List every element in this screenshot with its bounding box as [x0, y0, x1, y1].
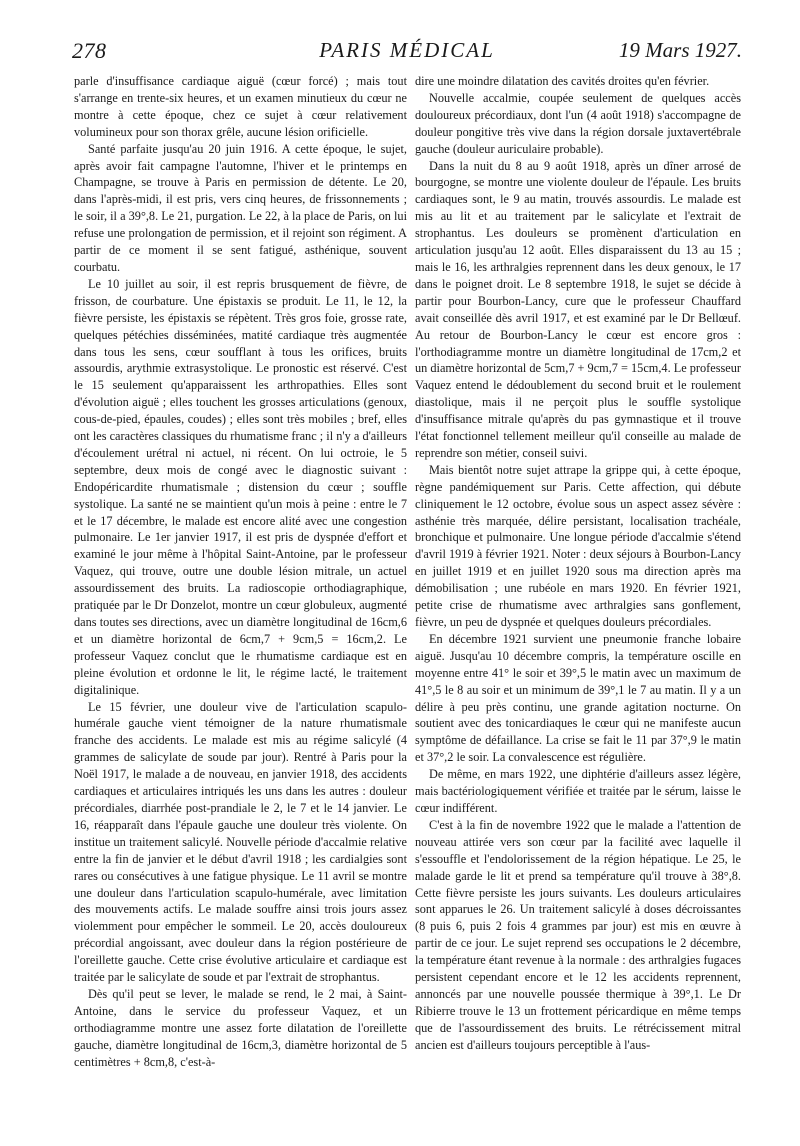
paragraph: Le 15 février, une douleur vive de l'articulation scapulo-humérale gauche vient témoigner de la nature rhumatismale franche des accidents. Le malade est mis au régime salicylé (4 grammes de salicylate de soude par jour). Rentré à Paris pour la Noël 1917, le malade a de nouveau, en janvier 1918, des accidents cardiaques et articulaires intriqués les uns dans les autres : douleur précordiales, diarrhée post-prandiale le 2, le 7 et le 14 janvier. Le 16, réapparaît dans l'épaule gauche une douleur très violente. On institue un traitement salicylé. Nouvelle période d'accalmie relative entre la fin de janvier et le début d'avril 1918 ; les cardialgies sont rares ou consécutives à une fatigue physique. Le 11 avril se montre une douleur dans l'articulation scapulo-humérale, avec limitation des mouvements actifs. Le malade souffre ainsi trois jours assez violemment pour empêcher le sommeil. Le 20, accès douloureux précordial angoissant, avec douleur dans la région postérieure de l'oreillette gauche. Cette crise évolutive articulaire et cardiaque est traitée par le salicylate de soude et par l'extrait de strophantus. — [74, 699, 407, 985]
paragraph: Le 10 juillet au soir, il est repris brusquement de fièvre, de frisson, de courbature. Une épistaxis se produit. Le 11, le 12, la fièvre persiste, les épistaxis se répètent. Très gros foie, grosse rate, quelques pétéchies disséminées, matité cardiaque très augmentée dans tous les sens, cœur soufflant à tous les orifices, bruits assourdis, arythmie extrasystolique. Le pronostic est réservé. C'est le 15 seulement qu'apparaissent les arthropathies. Elles sont d'évolution aiguë ; elles touchent les grosses articulations (genoux, cous-de-pied, épaules, coudes) ; elles sont très mobiles ; bref, elles ont les caractères classiques du rhumatisme franc ; il n'y a d'ailleurs d'écoulement urétral ni actuel, ni récent. On lui octroie, le 5 septembre, deux mois de congé avec le diagnostic suivant : Endopéricardite rhumatismale ; distension du cœur ; souffle systolique. La santé ne se maintient qu'un mois à peine : entre le 7 et le 17 décembre, le malade est encore alité avec une congestion pulmonaire. Le 1er janvier 1917, il est pris de dyspnée d'effort et examiné le jour même à l'hôpital Saint-Antoine, par le professeur Vaquez, qui trouve, outre une double lésion mitrale, un actuel assourdissement des bruits. La radioscopie orthodiagraphique, pratiquée par le Dr Donzelot, montre un cœur globuleux, augmenté dans toutes ses directions, avec un diamètre longitudinal de 16cm,6 et un diamètre horizontal de 6cm,7 + 9cm,5 = 16cm,2. Le professeur Vaquez conclut que le rhumatisme cardiaque est en pleine évolution et ordonne le lit, le régime lacté, le traitement digitalinique. — [74, 276, 407, 697]
paragraph: En décembre 1921 survient une pneumonie franche lobaire aiguë. Jusqu'au 10 décembre compris, la température oscille en moyenne entre 41° le soir et 39°,5 le matin avec un maximum de 41°,5 le 8 au soir et un minimum de 39°,1 le 7 au matin. Il y a un délire à peu près continu, une grande agitation nocturne. On soutient avec des tonicardiaques le cœur qui ne manifeste aucun symptôme de défaillance. La crise se fait le 11 par 37°,9 le matin et 37°,2 le soir. La convalescence est régulière. — [415, 631, 741, 765]
paragraph: dire une moindre dilatation des cavités droites qu'en février. — [415, 74, 710, 88]
issue-date: 19 Mars 1927. — [618, 38, 742, 62]
paragraph: De même, en mars 1922, une diphtérie d'ailleurs assez légère, mais bactériologiquement vérifiée et traitée par le sérum, laisse le cœur indifférent. — [415, 767, 741, 815]
right-column — [415, 73, 741, 1054]
paragraph: Santé parfaite jusqu'au 20 juin 1916. A cette époque, le sujet, après avoir fait campagne l'automne, l'hiver et le printemps en Champagne, se trouve à Paris en permission de détente. Le 20, dans l'après-midi, il est pris, vers cinq heures, de frissonnements ; le soir, il a 39°,8. Le 21, purgation. Le 22, à la place de Paris, on lui refuse une prolongation de permission, et il rejoint son régiment. A partir de ce moment il se sent fatigué, asthénique, souvent courbatu. — [74, 141, 407, 274]
left-column — [74, 73, 407, 1070]
paragraph: Nouvelle accalmie, coupée seulement de quelques accès douloureux précordiaux, dont l'un (4 août 1918) s'accompagne de douleur pongitive très vive dans la région dorsale juxtavertébrale gauche (douleur auriculaire probable). — [415, 90, 741, 156]
paragraph: parle d'insuffisance cardiaque aiguë (cœur forcé) ; mais tout s'arrange en trente-six heures, et un examen minutieux du cœur ne montre à cette époque, chez ce sujet à cœur relativement volumineux pour son thorax grêle, aucune lésion orificielle. — [74, 74, 407, 139]
paragraph: C'est à la fin de novembre 1922 que le malade a l'attention de nouveau attirée vers son cœur par la facilité avec laquelle il s'essouffle et l'endolorissement de la région hépatique. Le 25, le malade garde le lit et prend sa température qu'il trouve à 38°,8. Cette fièvre persiste les jours suivants. Les douleurs articulaires sont apparues le 26. Un traitement salicylé à doses décroissantes (8 puis 6, puis 2 fois 4 grammes par jour) est mis en œuvre à partir de ce jour. Le sujet reprend ses occupations le 2 décembre, la température étant revenue à la normale : des arthralgies fugaces persistent cependant encore et le 12 les accidents reprennent, annoncés par une nouvelle poussée thermique à 39°,1. Le Dr Ribierre trouve le 13 un frottement péricardique en même temps que de l'assourdissement des bruits. Le rétrécissement mitral ancien est d'ailleurs toujours perceptible à l'aus- — [415, 817, 741, 1052]
journal-title: PARIS MÉDICAL — [319, 38, 495, 62]
paragraph: Dans la nuit du 8 au 9 août 1918, après un dîner arrosé de bourgogne, se montre une violente douleur de l'épaule. Les bruits cardiaques sont, le 9 au matin, trouvés assourdis. Le malade est mis au lit et au traitement par le salicylate et l'extrait de strophantus. Les douleurs se promènent d'articulation en articulation jusqu'au 12 août. Elles disparaissent du 13 au 15 ; mais le 16, les arthralgies reprennent dans les deux genoux, le 17 dans le poignet droit. Le 8 septembre 1918, le sujet se décide à partir pour Bourbon-Lancy, cure que le professeur Chauffard avait conseillée dès avril 1917, et est examiné par le Dr Bellœuf. Au retour de Bourbon-Lancy le cœur est encore gros : l'orthodiagramme montre un diamètre longitudinal de 17cm,2 et un diamètre horizontal de 5cm,7 + 9cm,7 = 15cm,4. Le professeur Vaquez entend le dédoublement du second bruit et le roulement diastolique, mais il ne perçoit plus le souffle systolique d'insuffisance mitrale qu'après du pas gymnastique et il trouve l'état fonctionnel tellement meilleur qu'il conseille au malade de reprendre son métier, conseil suivi. — [415, 158, 741, 460]
paragraph: Dès qu'il peut se lever, le malade se rend, le 2 mai, à Saint-Antoine, dans le service du professeur Vaquez, et un orthodiagramme montre une assez forte dilatation de l'oreillette gauche, diamètre longitudinal de 16cm,3, diamètre horizontal de 5 centimètres + 8cm,8, c'est-à- — [74, 986, 407, 1069]
running-header — [72, 38, 742, 66]
page-number: 278 — [72, 38, 107, 63]
paragraph: Mais bientôt notre sujet attrape la grippe qui, à cette époque, règne pandémiquement sur Paris. Cette affection, qui débute cliniquement le 12 octobre, évolue sous un aspect assez sévère : asthénie très marquée, délire persistant, localisation trachéale, bronchique et pulmonaire. Une longue période d'accalmie s'étend d'avril 1919 à février 1921. Noter : deux séjours à Bourbon-Lancy en juillet 1919 et en juillet 1920 sous ma direction après ma démobilisation ; une rubéole en mars 1920. En février 1921, petite crise de rhumatisme avec arthralgies sans gonflement, fièvre, un peu de dyspnée et quelques douleurs précordiales. — [415, 462, 741, 629]
